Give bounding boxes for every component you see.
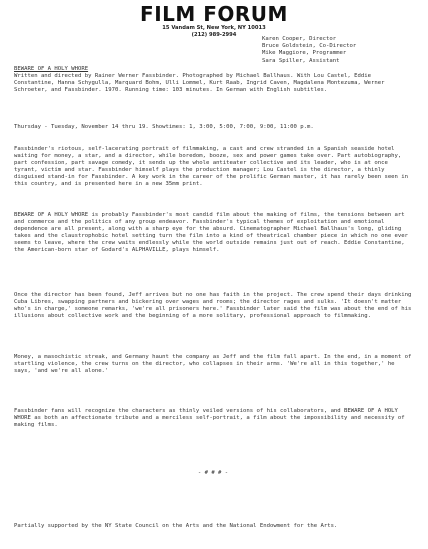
masthead-address: 15 Vandam St, New York, NY 10013 xyxy=(162,25,266,31)
dates-text: Thursday - Tuesday, November 14 thru 19. Showtimes: 1, 3:00, 5:00, 7:00, 9:00, 11:00 p.m. xyxy=(14,124,314,130)
body-paragraph-4 xyxy=(14,354,412,375)
paragraph-text: Once the director has been found, Jeff arrives but no one has faith in the project. The crew spend their days drinking Cuba Libres, swapping partners and bickering over wages and rooms; the director rages and sulks. 'It doesn't matter who's in charge,' someone remarks, 'we're all prisoners here.' Fassbinder later said the film was about the end of his illusions about collective work and the beginning of a more solitary, professional approach to filmmaking. xyxy=(14,292,412,320)
funding-credit: Partially supported by the NY State Council on the Arts and the National Endowment for the Arts. xyxy=(14,523,338,529)
body-paragraph-5 xyxy=(14,408,412,429)
body-paragraph-2 xyxy=(14,212,412,255)
staff-list xyxy=(262,36,356,65)
staff-line: Sara Spiller, Assistant xyxy=(262,57,340,64)
screening-dates xyxy=(14,124,412,131)
body-paragraph-1 xyxy=(14,146,412,189)
paragraph-text: Fassbinder fans will recognize the characters as thinly veiled versions of his collaborators, and BEWARE OF A HOLY WHORE as both an affectionate tribute and a merciless self-portrait, a film about the impossibility and necessity of making films. xyxy=(14,408,405,429)
end-mark xyxy=(14,470,412,477)
staff-line: Karen Cooper, Director xyxy=(262,36,337,42)
paragraph-text: Fassbinder's riotous, self-lacerating portrait of filmmaking, a cast and crew stranded in a Spanish seaside hotel waiting for money, a star, and a director, while boredom, booze, sex and power games take over. Part autobiography, part confession, part savage comedy, it sends up the whole antiteater collective and its leader, who is at once tyrant, victim and star. Fassbinder himself plays the production manager; Lou Castel is the director, a thinly disguised stand-in for Fassbinder. A key work in the career of the prolific German master, it has rarely been seen in this country, and is presented here in a new 35mm print. xyxy=(14,146,409,188)
film-title-heading: BEWARE OF A HOLY WHORE xyxy=(14,66,89,72)
staff-line: Mike Maggiore, Programmer xyxy=(262,50,347,57)
body-paragraph-3 xyxy=(14,292,412,320)
credits-text: Written and directed by Rainer Werner Fassbinder. Photographed by Michael Ballhaus. With Lou Castel, Eddie Constantine, Hanna Schygulla, Marquard Bohm, Ulli Lommel, Kurt Raab, Ingrid Caven, Magdalena Montezuma, Werner Schroeter, and Fassbinder. 1970. Running time: 103 minutes. In German with English subtitles. xyxy=(14,73,385,94)
film-forum-logo: FILM FORUM xyxy=(140,2,288,26)
end-mark-text: - # # # - xyxy=(197,470,229,476)
paragraph-text: BEWARE OF A HOLY WHORE is probably Fassbinder's most candid film about the making of films, the tensions between art and commerce and the politics of any group endeavor. Fassbinder's typical themes of exploitation and emotional dependence are all present, along with a sharp eye for the absurd. Cinematographer Michael Ballhaus's long, gliding takes and the claustrophobic hotel setting turn the film into a kind of theatrical chamber piece in which no one ever seems to leave, where the crew waits endlessly while the world outside remains just out of reach. Eddie Constantine, the American-born star of Godard's ALPHAVILLE, plays himself. xyxy=(14,212,409,254)
staff-line: Bruce Goldstein, Co-Director xyxy=(262,43,357,50)
film-credits xyxy=(14,66,412,94)
masthead xyxy=(0,4,428,38)
masthead-phone: (212) 989-2994 xyxy=(191,32,237,38)
paragraph-text: Money, a masochistic streak, and Germany haunt the company as Jeff and the film fall apart. In the end, in a moment of startling violence, the crew turns on the director, who collapses in their arms. 'We're all in this together,' he says, 'and we're all alone.' xyxy=(14,354,412,375)
